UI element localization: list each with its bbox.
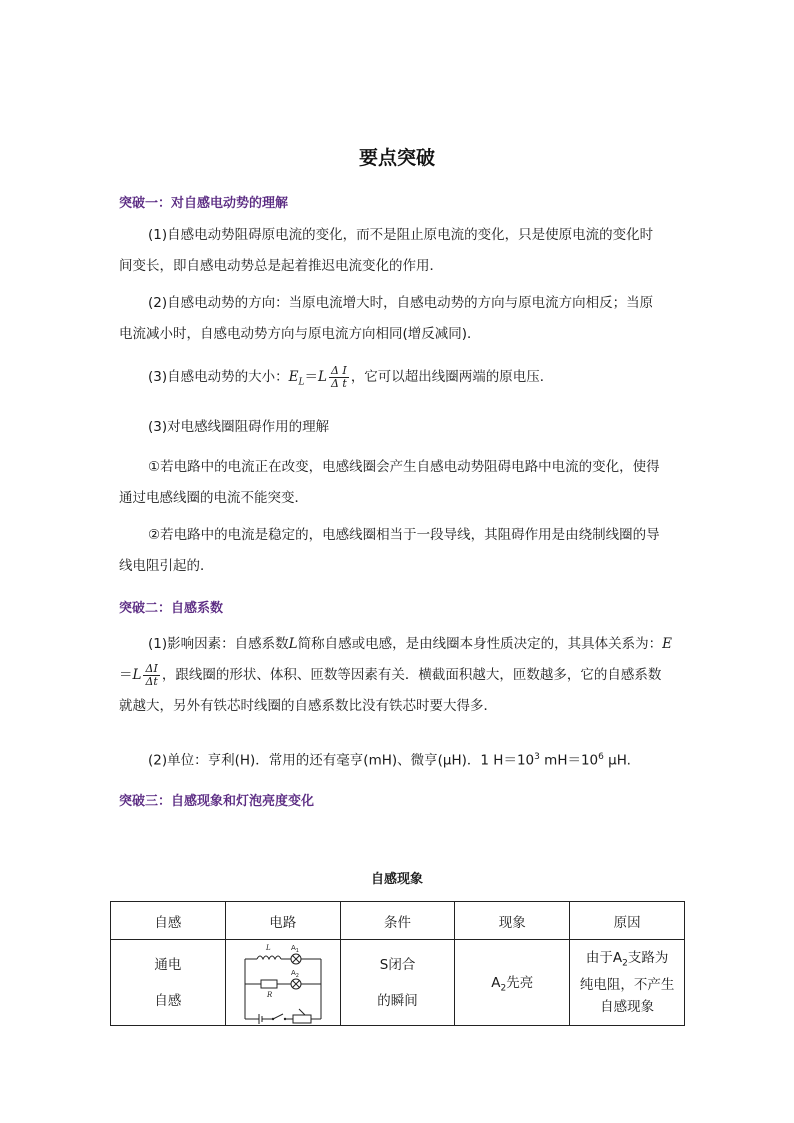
table-header-row [111, 902, 685, 940]
formula-line [119, 362, 679, 393]
header-cell: 自感 [111, 902, 226, 940]
text-run: 由于A [585, 949, 623, 966]
fraction-numerator: ΔI [143, 663, 159, 676]
text-line: 间变长，即自感电动势总是起着推迟电流变化的作用． [119, 258, 443, 274]
text-run: 先亮 [506, 975, 534, 992]
header-cell: 电路 [225, 902, 340, 940]
text-run: (2)单位：亨利(H)．常用的还有毫亨(mH)、微亨(μH)．1 H＝10 [148, 752, 535, 769]
text-line: 通过电感线圈的电流不能突变． [119, 490, 308, 506]
text-run: ，跟线圈的形状、体积、匝数等因素有关．横截面积越大，匝数越多，它的自感系数 [161, 667, 662, 683]
section-heading-1: 突破一：对自感电动势的理解 [119, 196, 289, 211]
reason-cell [570, 940, 685, 1026]
text-line: 线电阻引起的． [119, 558, 214, 574]
symbol-L: L [288, 636, 298, 652]
cell-line: 自感现象 [600, 999, 655, 1016]
subscript: 2 [622, 958, 628, 969]
cell-line: 的瞬间 [377, 992, 418, 1009]
text-run: ，它可以超出线圈两端的原电压． [350, 369, 554, 385]
circuit-label-R: R [266, 990, 272, 999]
text-run: μH. [603, 752, 631, 769]
section-heading-2: 突破二：自感系数 [119, 601, 224, 616]
paragraph-1-4 [119, 412, 679, 443]
text-line: 就越大，另外有铁芯时线圈的自感系数比没有铁芯时要大得多． [119, 698, 497, 714]
paragraph-1-1 [119, 220, 679, 282]
superscript: 3 [534, 752, 540, 762]
text-line: (3)对电感线圈阻碍作用的理解 [148, 419, 330, 435]
cell-line [570, 947, 684, 975]
symbol-L: L [132, 667, 142, 683]
text-run: A [491, 975, 501, 992]
text-line [119, 629, 679, 660]
fraction-denominator: Δ t [330, 376, 347, 390]
equals-sign: ＝ [119, 667, 133, 683]
paragraph-1-3 [119, 362, 679, 393]
fraction-dI-dt [329, 365, 349, 390]
paragraph-1-5 [119, 452, 679, 514]
circuit-label-A1: $A_1$ [290, 943, 299, 954]
text-run: 简称自感或电感，是由线圈本身性质决定的，其具体关系为： [297, 636, 663, 652]
paragraph-2-2 [119, 742, 679, 773]
header-cell: 原因 [570, 902, 685, 940]
text-line [119, 742, 679, 773]
type-cell [111, 940, 226, 1026]
text-run: (3)自感电动势的大小： [148, 369, 289, 385]
fraction-numerator: Δ I [329, 365, 349, 378]
text-run: (1)影响因素：自感系数 [148, 636, 289, 652]
cell-line: S闭合 [379, 956, 416, 973]
page-title: 要点突破 [358, 147, 435, 169]
text-line: ①若电路中的电流正在改变，电感线圈会产生自感电动势阻碍电路中电流的变化，使得 [148, 459, 660, 475]
cell-line: 通电 [154, 956, 182, 973]
text-run: mH＝10 [539, 752, 599, 769]
text-line: ②若电路中的电流是稳定的，电感线圈相当于一段导线，其阻碍作用是由绕制线圈的导 [148, 527, 660, 543]
phenomenon-cell [455, 940, 570, 1026]
section-heading-3: 突破三：自感现象和灯泡亮度变化 [119, 794, 315, 809]
circuit-diagram [233, 941, 333, 1025]
paragraph-1-2 [119, 288, 679, 350]
table-row [111, 940, 685, 1026]
text-run: 支路为 [627, 949, 669, 966]
circuit-label-A2: $A_2$ [290, 968, 299, 979]
fraction-dI-dt [143, 663, 159, 688]
text-line: 电流减小时，自感电动势方向与原电流方向相同(增反减同)． [119, 326, 481, 342]
paragraph-1-6 [119, 520, 679, 582]
symbol-E: E [662, 636, 672, 652]
table-caption: 自感现象 [370, 872, 423, 887]
condition-cell [340, 940, 455, 1026]
self-induction-table [110, 901, 685, 1026]
circuit-cell [225, 940, 340, 1026]
paragraph-2-1 [119, 629, 679, 722]
cell-line: 纯电阻，不产生 [579, 977, 675, 994]
superscript: 6 [598, 752, 604, 762]
cell-line: 自感 [154, 992, 182, 1009]
symbol-sub-L: L [298, 377, 305, 388]
symbol-L: L [317, 369, 327, 385]
subscript: 2 [500, 983, 507, 994]
equals-sign: ＝ [304, 369, 318, 385]
formula-line [119, 660, 679, 691]
circuit-label-L: L [265, 943, 271, 952]
symbol-E: E [288, 369, 299, 385]
header-cell: 现象 [455, 902, 570, 940]
text-line: (2)自感电动势的方向：当原电流增大时，自感电动势的方向与原电流方向相反；当原 [148, 295, 654, 311]
text-line: (1)自感电动势阻碍原电流的变化，而不是阻止原电流的变化，只是使原电流的变化时 [148, 227, 654, 243]
header-cell: 条件 [340, 902, 455, 940]
fraction-denominator: Δt [145, 674, 158, 688]
